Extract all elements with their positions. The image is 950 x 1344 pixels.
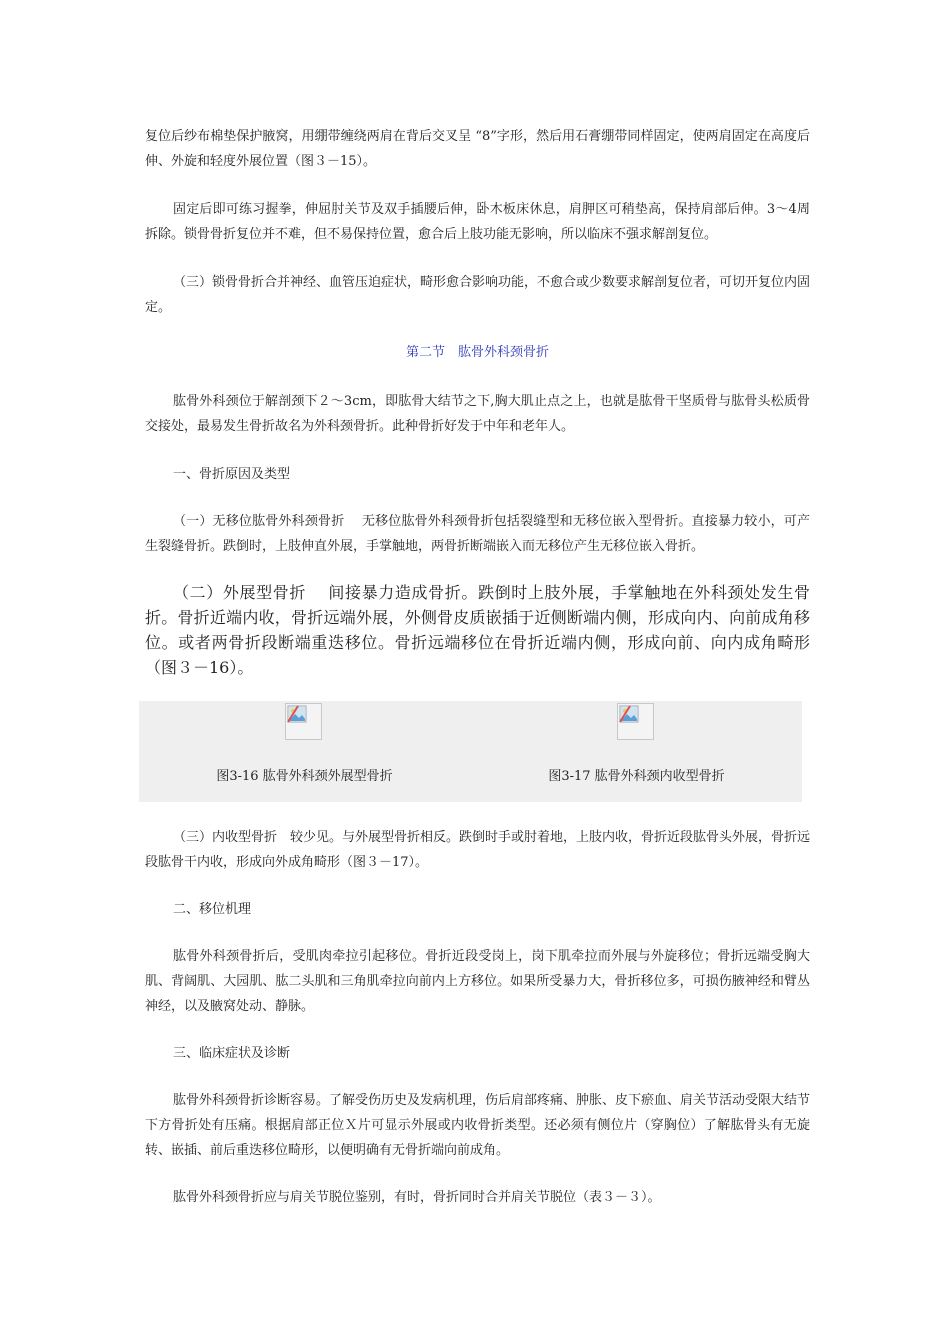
paragraph-displacement: 肱骨外科颈骨折后，受肌肉牵拉引起移位。骨折近段受岗上，岗下肌牵拉而外展与外旋移位；骨折远端受胸大肌、背阔肌、大园肌、肱二头肌和三角肌牵拉向前内上方移位。如果所受暴力大，骨折移位多，可损伤腋神经和臂丛神经，以及腋窝处动、静脉。 [145, 949, 810, 1014]
heading-displacement: 二、移位机理 [173, 902, 252, 917]
broken-image-icon [617, 703, 654, 740]
figure-band [139, 701, 802, 802]
paragraph-adduction-type: （三）内收型骨折 较少见。与外展型骨折相反。跌倒时手或肘着地，上肢内收，骨折近段肱骨头外展，骨折远段肱骨干内收，形成向外成角畸形（图３－17）。 [145, 830, 811, 870]
heading-causes-types: 一、骨折原因及类型 [173, 467, 291, 482]
paragraph-open-reduction: （三）锁骨骨折合并神经、血管压迫症状，畸形愈合影响功能，不愈合或少数要求解剖复位者，可切开复位内固定。 [145, 275, 811, 315]
paragraph-anatomy: 肱骨外科颈位于解剖颈下２～3cm，即肱骨大结节之下,胸大肌止点之上，也就是肱骨干坚质骨与肱骨头松质骨交接处，最易发生骨折故名为外科颈骨折。此种骨折好发于中年和老年人。 [145, 394, 810, 434]
figure-caption: 图3-17 肱骨外科颈内收型骨折 [548, 769, 725, 784]
figure-3-17 [471, 701, 802, 802]
paragraph-diagnosis: 肱骨外科颈骨折诊断容易。了解受伤历史及发病机理，伤后肩部疼痛、肿胀、皮下瘀血、肩关节活动受限大结节下方骨折处有压痛。根据肩部正位Ｘ片可显示外展或内收骨折类型。还必须有侧位片（穿胸位）了解肱骨头有无旋转、嵌插、前后重迭移位畸形，以便明确有无骨折端向前成角。 [145, 1093, 811, 1158]
paragraph-nondisplaced: （一）无移位肱骨外科颈骨折 无移位肱骨外科颈骨折包括裂缝型和无移位嵌入型骨折。直接暴力较小，可产生裂缝骨折。跌倒时，上肢伸直外展，手掌触地，两骨折断端嵌入而无移位产生无移位嵌入骨折。 [145, 514, 810, 554]
section-title: 第二节 肱骨外科颈骨折 [405, 345, 549, 360]
broken-image-glyph [618, 704, 653, 739]
paragraph-abduction-type: （二）外展型骨折 间接暴力造成骨折。跌倒时上肢外展，手掌触地在外科颈处发生骨折。骨折近端内收，骨折远端外展，外侧骨皮质嵌插于近侧断端内侧，形成向内、向前成角移位。或者两骨折段断端重迭移位。骨折远端移位在骨折近端内侧，形成向前、向内成角畸形（图３－16）。 [145, 583, 810, 677]
paragraph-differential: 肱骨外科颈骨折应与肩关节脱位鉴别，有时，骨折同时合并肩关节脱位（表３－３）。 [173, 1190, 661, 1205]
heading-symptoms: 三、临床症状及诊断 [173, 1046, 291, 1061]
figure-3-16 [139, 701, 470, 802]
paragraph-fixation: 复位后纱布棉垫保护腋窝，用绷带缠绕两肩在背后交叉呈 “8”字形，然后用石膏绷带同样固定，使两肩固定在高度后伸、外旋和轻度外展位置（图３－15）。 [145, 129, 810, 169]
paragraph-exercise: 固定后即可练习握拳，伸屈肘关节及双手插腰后伸，卧木板床休息，肩胛区可稍垫高，保持肩部后伸。3～4周拆除。锁骨骨折复位并不难，但不易保持位置，愈合后上肢功能无影响，所以临床不强求解剖复位。 [145, 202, 810, 242]
figure-caption: 图3-16 肱骨外科颈外展型骨折 [216, 769, 393, 784]
broken-image-glyph [286, 704, 321, 739]
broken-image-icon [285, 703, 322, 740]
